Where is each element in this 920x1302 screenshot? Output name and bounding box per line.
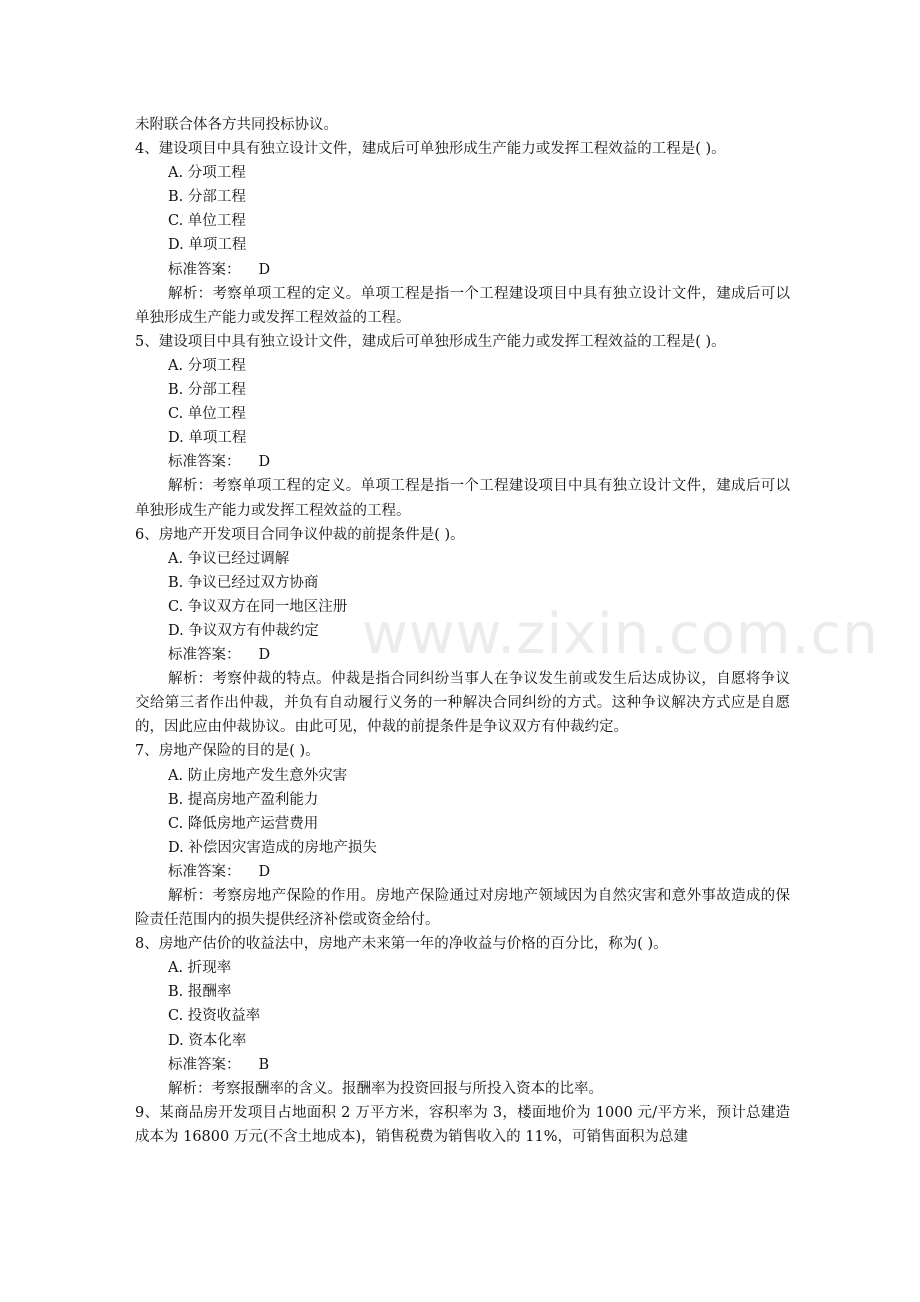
answer-value: D: [258, 261, 271, 278]
question-stem: 7、房地产保险的目的是( )。: [135, 743, 320, 760]
option-c: C. 投资收益率: [168, 1008, 261, 1025]
answer-value: D: [258, 454, 271, 471]
question-stem: 6、房地产开发项目合同争议仲裁的前提条件是( )。: [135, 526, 465, 543]
question-block: [135, 932, 790, 1101]
answer-label: 标准答案：: [168, 647, 241, 664]
answer-line: [135, 643, 790, 667]
intro-line: 未附联合体各方共同投标协议。: [135, 117, 338, 133]
answer-line: [135, 450, 790, 474]
question-stem: 4、建设项目中具有独立设计文件，建成后可单独形成生产能力或发挥工程效益的工程是( )。: [135, 141, 726, 158]
option-b: B. 争议已经过双方协商: [168, 574, 319, 591]
option-d: D. 争议双方有仲裁约定: [168, 622, 319, 639]
explanation: 解析：考察报酬率的含义。报酬率为投资回报与所投入资本的比率。: [168, 1080, 603, 1097]
option-d: D. 补偿因灾害造成的房地产损失: [168, 839, 377, 856]
option-b: B. 分部工程: [168, 189, 246, 206]
question-block: [135, 523, 790, 740]
answer-line: [135, 1053, 790, 1077]
answer-label: 标准答案：: [168, 863, 241, 880]
answer-label: 标准答案：: [168, 261, 241, 278]
option-a: A. 分项工程: [168, 357, 246, 374]
question-block: [135, 330, 790, 523]
option-c: C. 降低房地产运营费用: [168, 815, 319, 832]
answer-label: 标准答案：: [168, 454, 241, 471]
option-c: C. 单位工程: [168, 213, 246, 230]
option-c: C. 单位工程: [168, 406, 246, 423]
answer-value: D: [258, 647, 271, 664]
explanation: 解析：考察房地产保险的作用。房地产保险通过对房地产领域因为自然灾害和意外事故造成的保险责任范围内的损失提供经济补偿或资金给付。: [135, 888, 790, 929]
answer-line: [135, 860, 790, 884]
watermark-text: www.zixin.com.cn: [362, 602, 879, 667]
explanation: 解析：考察单项工程的定义。单项工程是指一个工程建设项目中具有独立设计文件，建成后可以单独形成生产能力或发挥工程效益的工程。: [135, 478, 790, 519]
option-b: B. 分部工程: [168, 382, 246, 399]
question-block: [135, 739, 790, 932]
question-stem: 5、建设项目中具有独立设计文件，建成后可单独形成生产能力或发挥工程效益的工程是( )。: [135, 333, 726, 350]
option-b: B. 报酬率: [168, 984, 232, 1001]
answer-line: [135, 258, 790, 282]
explanation: 解析：考察仲裁的特点。仲裁是指合同纠纷当事人在争议发生前或发生后达成协议，自愿将争议交给第三者作出仲裁，并负有自动履行义务的一种解决合同纠纷的方式。这种争议解决方式应是自愿的，因此应由仲裁协议。由此可见，仲裁的前提条件是争议双方有仲裁约定。: [135, 671, 790, 736]
option-d: D. 单项工程: [168, 430, 247, 447]
question-block: [135, 137, 790, 330]
option-d: D. 单项工程: [168, 237, 247, 254]
option-a: A. 分项工程: [168, 165, 246, 182]
document-page: [135, 113, 790, 1149]
option-a: A. 防止房地产发生意外灾害: [168, 767, 348, 784]
option-a: A. 折现率: [168, 960, 232, 977]
option-d: D. 资本化率: [168, 1032, 247, 1049]
answer-value: D: [258, 863, 271, 880]
answer-label: 标准答案：: [168, 1056, 241, 1073]
question-stem: 8、房地产估价的收益法中，房地产未来第一年的净收益与价格的百分比，称为( )。: [135, 936, 668, 953]
question-stem-9: 9、某商品房开发项目占地面积 2 万平方米，容积率为 3，楼面地价为 1000 元/平方米，预计总建造成本为 16800 万元(不含土地成本)，销售税费为销售收入的 11%，可销售面积为总建: [135, 1104, 790, 1145]
option-c: C. 争议双方在同一地区注册: [168, 598, 348, 615]
option-a: A. 争议已经过调解: [168, 550, 290, 567]
answer-value: B: [258, 1056, 270, 1073]
option-b: B. 提高房地产盈利能力: [168, 791, 319, 808]
explanation: 解析：考察单项工程的定义。单项工程是指一个工程建设项目中具有独立设计文件，建成后可以单独形成生产能力或发挥工程效益的工程。: [135, 285, 790, 326]
